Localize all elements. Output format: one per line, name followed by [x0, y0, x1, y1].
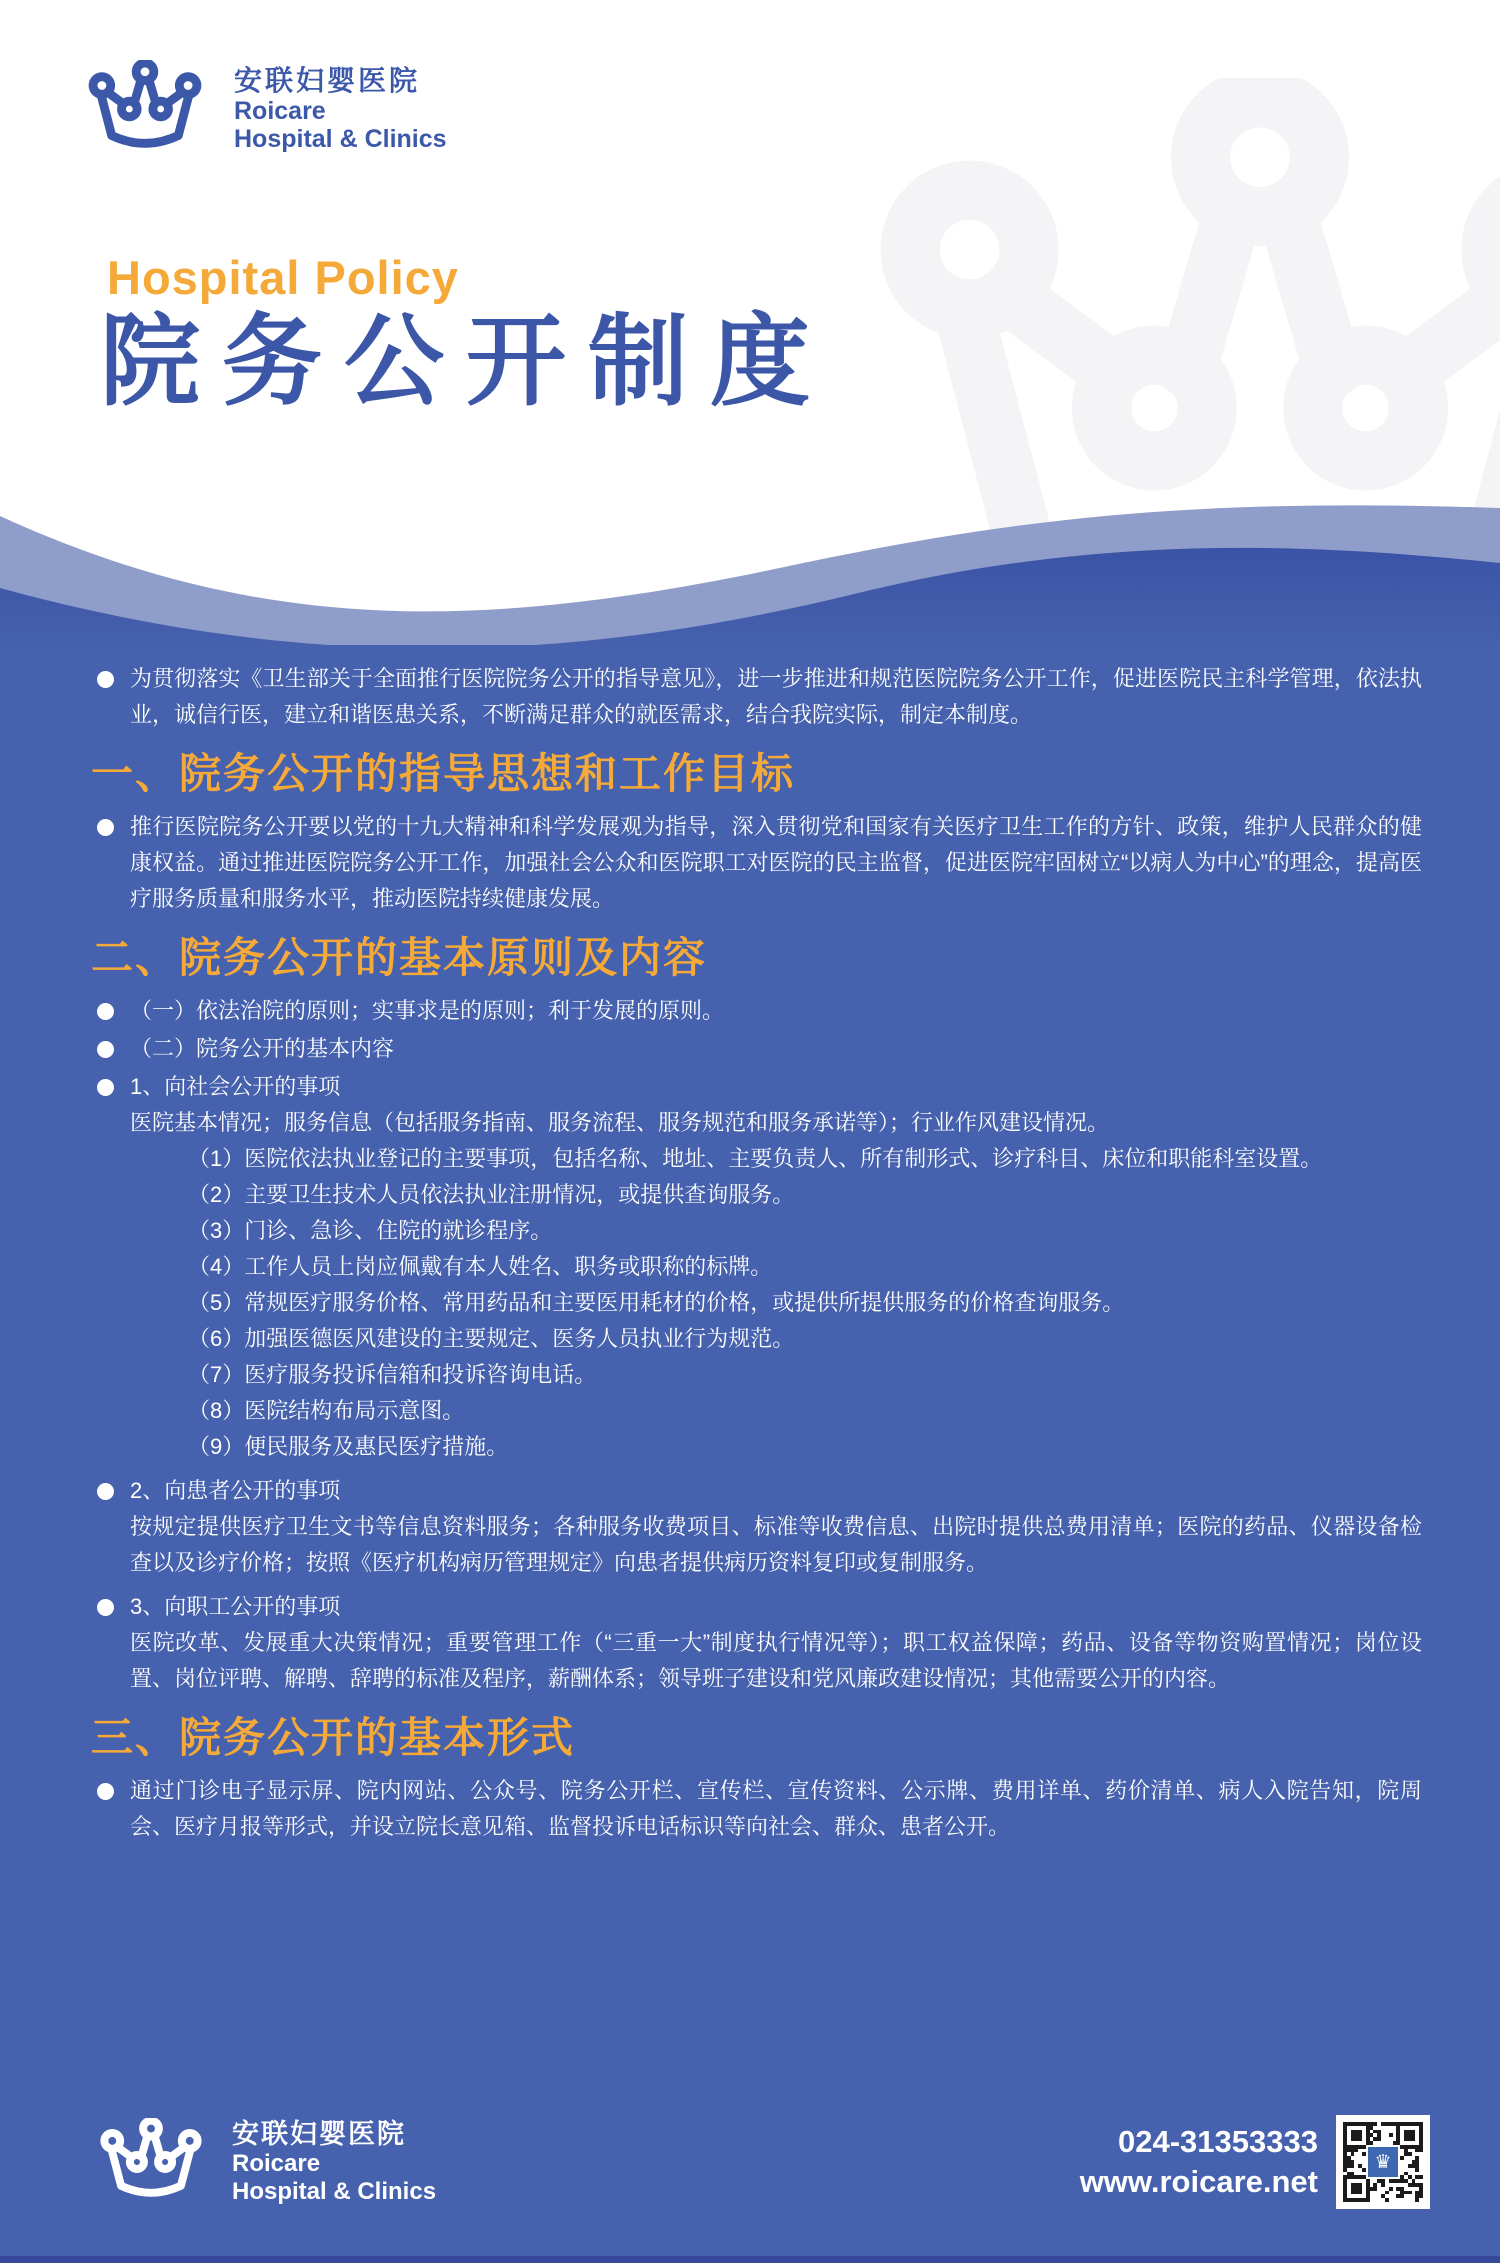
group-patients-title: 2、向患者公开的事项 — [130, 1478, 341, 1503]
bottom-strip — [0, 2256, 1500, 2263]
list-item: （5）常规医疗服务价格、常用药品和主要医用耗材的价格，或提供所提供服务的价格查询服务。 — [188, 1290, 1125, 1315]
section-3-body: 通过门诊电子显示屏、院内网站、公众号、院务公开栏、宣传栏、宣传资料、公示牌、费用详单、药价清单、病人入院告知，院周会、医疗月报等形式，并设立院长意见箱、监督投诉电话标识等向社会、群众、患者公开。 — [130, 1778, 1422, 1839]
section-2-heading: 二、院务公开的基本原则及内容 — [91, 934, 708, 981]
crown-logo-icon — [76, 60, 214, 158]
group-staff-title: 3、向职工公开的事项 — [130, 1594, 341, 1619]
bullet-dot-icon — [97, 1483, 114, 1500]
bullet-dot-icon — [97, 819, 114, 836]
footer-brand-logo — [88, 2118, 436, 2206]
phone-number: 024-31353333 — [1118, 2124, 1318, 2159]
brand-logo — [76, 60, 447, 158]
subtitle-english: Hospital Policy — [107, 251, 459, 304]
list-item: （8）医院结构布局示意图。 — [188, 1398, 465, 1423]
list-item: （3）门诊、急诊、住院的就诊程序。 — [188, 1218, 553, 1243]
section-3-bullet — [95, 1773, 1422, 1845]
crown-logo-icon — [88, 2118, 214, 2206]
group-patients-lead: 按规定提供医疗卫生文书等信息资料服务；各种服务收费项目、标准等收费信息、出院时提供总费用清单；医院的药品、仪器设备检查以及诊疗价格；按照《医疗机构病历管理规定》向患者提供病历资料复印或复制服务。 — [130, 1514, 1422, 1575]
group-society-items — [188, 1141, 1422, 1465]
wave-divider — [0, 470, 1500, 645]
group-society — [95, 1069, 1422, 1465]
brand-name-zh: 安联妇婴医院 — [232, 2118, 406, 2149]
list-item: （6）加强医德医风建设的主要规定、医务人员执业行为规范。 — [188, 1326, 795, 1351]
principle-item-b — [95, 1031, 1422, 1067]
footer — [0, 2087, 1500, 2237]
policy-content — [0, 645, 1500, 1847]
group-staff — [95, 1589, 1422, 1697]
bullet-dot-icon — [97, 1079, 114, 1096]
footer-brand-text — [232, 2119, 436, 2205]
brand-name-en-line2: Hospital & Clinics — [234, 125, 447, 154]
group-patients-block — [130, 1473, 1422, 1581]
page-title: 院务公开制度 — [100, 305, 832, 418]
section-3-heading: 三、院务公开的基本形式 — [91, 1714, 576, 1761]
brand-name-zh: 安联妇婴医院 — [234, 64, 421, 96]
group-staff-lead: 医院改革、发展重大决策情况；重要管理工作（“三重一大”制度执行情况等）；职工权益保障；药品、设备等物资购置情况；岗位设置、岗位评聘、解聘、辞聘的标准及程序，薪酬体系；领导班子建设和党风廉政建设情况；其他需要公开的内容。 — [130, 1630, 1422, 1691]
qr-crown-icon: ♛ — [1366, 2145, 1400, 2179]
principle-item-a-text: （一）依法治院的原则；实事求是的原则；利于发展的原则。 — [130, 998, 725, 1023]
qr-code — [1336, 2115, 1430, 2209]
bullet-dot-icon — [97, 1041, 114, 1058]
brand-text — [234, 65, 447, 153]
intro-text: 为贯彻落实《卫生部关于全面推行医院院务公开的指导意见》，进一步推进和规范医院院务公开工作，促进医院民主科学管理，依法执业，诚信行医，建立和谐医患关系，不断满足群众的就医需求，结合我院实际，制定本制度。 — [130, 666, 1422, 727]
bullet-dot-icon — [97, 1003, 114, 1020]
group-patients — [95, 1473, 1422, 1581]
website-url: www.roicare.net — [1079, 2164, 1318, 2199]
list-item: （1）医院依法执业登记的主要事项，包括名称、地址、主要负责人、所有制形式、诊疗科目、床位和职能科室设置。 — [188, 1146, 1323, 1171]
group-society-title: 1、向社会公开的事项 — [130, 1074, 341, 1099]
group-society-block — [130, 1069, 1422, 1465]
brand-name-en-line1: Roicare — [234, 97, 326, 126]
bullet-dot-icon — [97, 1783, 114, 1800]
section-1-body: 推行医院院务公开要以党的十九大精神和科学发展观为指导，深入贯彻党和国家有关医疗卫生工作的方针、政策，维护人民群众的健康权益。通过推进医院院务公开工作，加强社会公众和医院职工对医院的民主监督，促进医院牢固树立“以病人为中心”的理念，提高医疗服务质量和服务水平，推动医院持续健康发展。 — [130, 814, 1422, 911]
list-item: （7）医疗服务投诉信箱和投诉咨询电话。 — [188, 1362, 597, 1387]
group-society-lead: 医院基本情况；服务信息（包括服务指南、服务流程、服务规范和服务承诺等）；行业作风建设情况。 — [130, 1110, 1110, 1135]
section-1-heading: 一、院务公开的指导思想和工作目标 — [91, 750, 796, 797]
list-item: （4）工作人员上岗应佩戴有本人姓名、职务或职称的标牌。 — [188, 1254, 773, 1279]
brand-name-en-line1: Roicare — [232, 2149, 321, 2177]
intro-bullet — [95, 661, 1422, 733]
title-block — [100, 251, 832, 418]
list-item: （2）主要卫生技术人员依法执业注册情况，或提供查询服务。 — [188, 1182, 795, 1207]
list-item: （9）便民服务及惠民医疗措施。 — [188, 1434, 509, 1459]
group-staff-block — [130, 1589, 1422, 1697]
principle-item-a — [95, 993, 1422, 1029]
contact-block — [1080, 2122, 1318, 2202]
footer-contact-area — [1080, 2115, 1430, 2209]
section-1-bullet — [95, 809, 1422, 917]
bullet-dot-icon — [97, 1599, 114, 1616]
header — [0, 0, 1500, 645]
principle-item-b-text: （二）院务公开的基本内容 — [130, 1036, 395, 1061]
brand-name-en-line2: Hospital & Clinics — [232, 2177, 437, 2205]
bullet-dot-icon — [97, 671, 114, 688]
